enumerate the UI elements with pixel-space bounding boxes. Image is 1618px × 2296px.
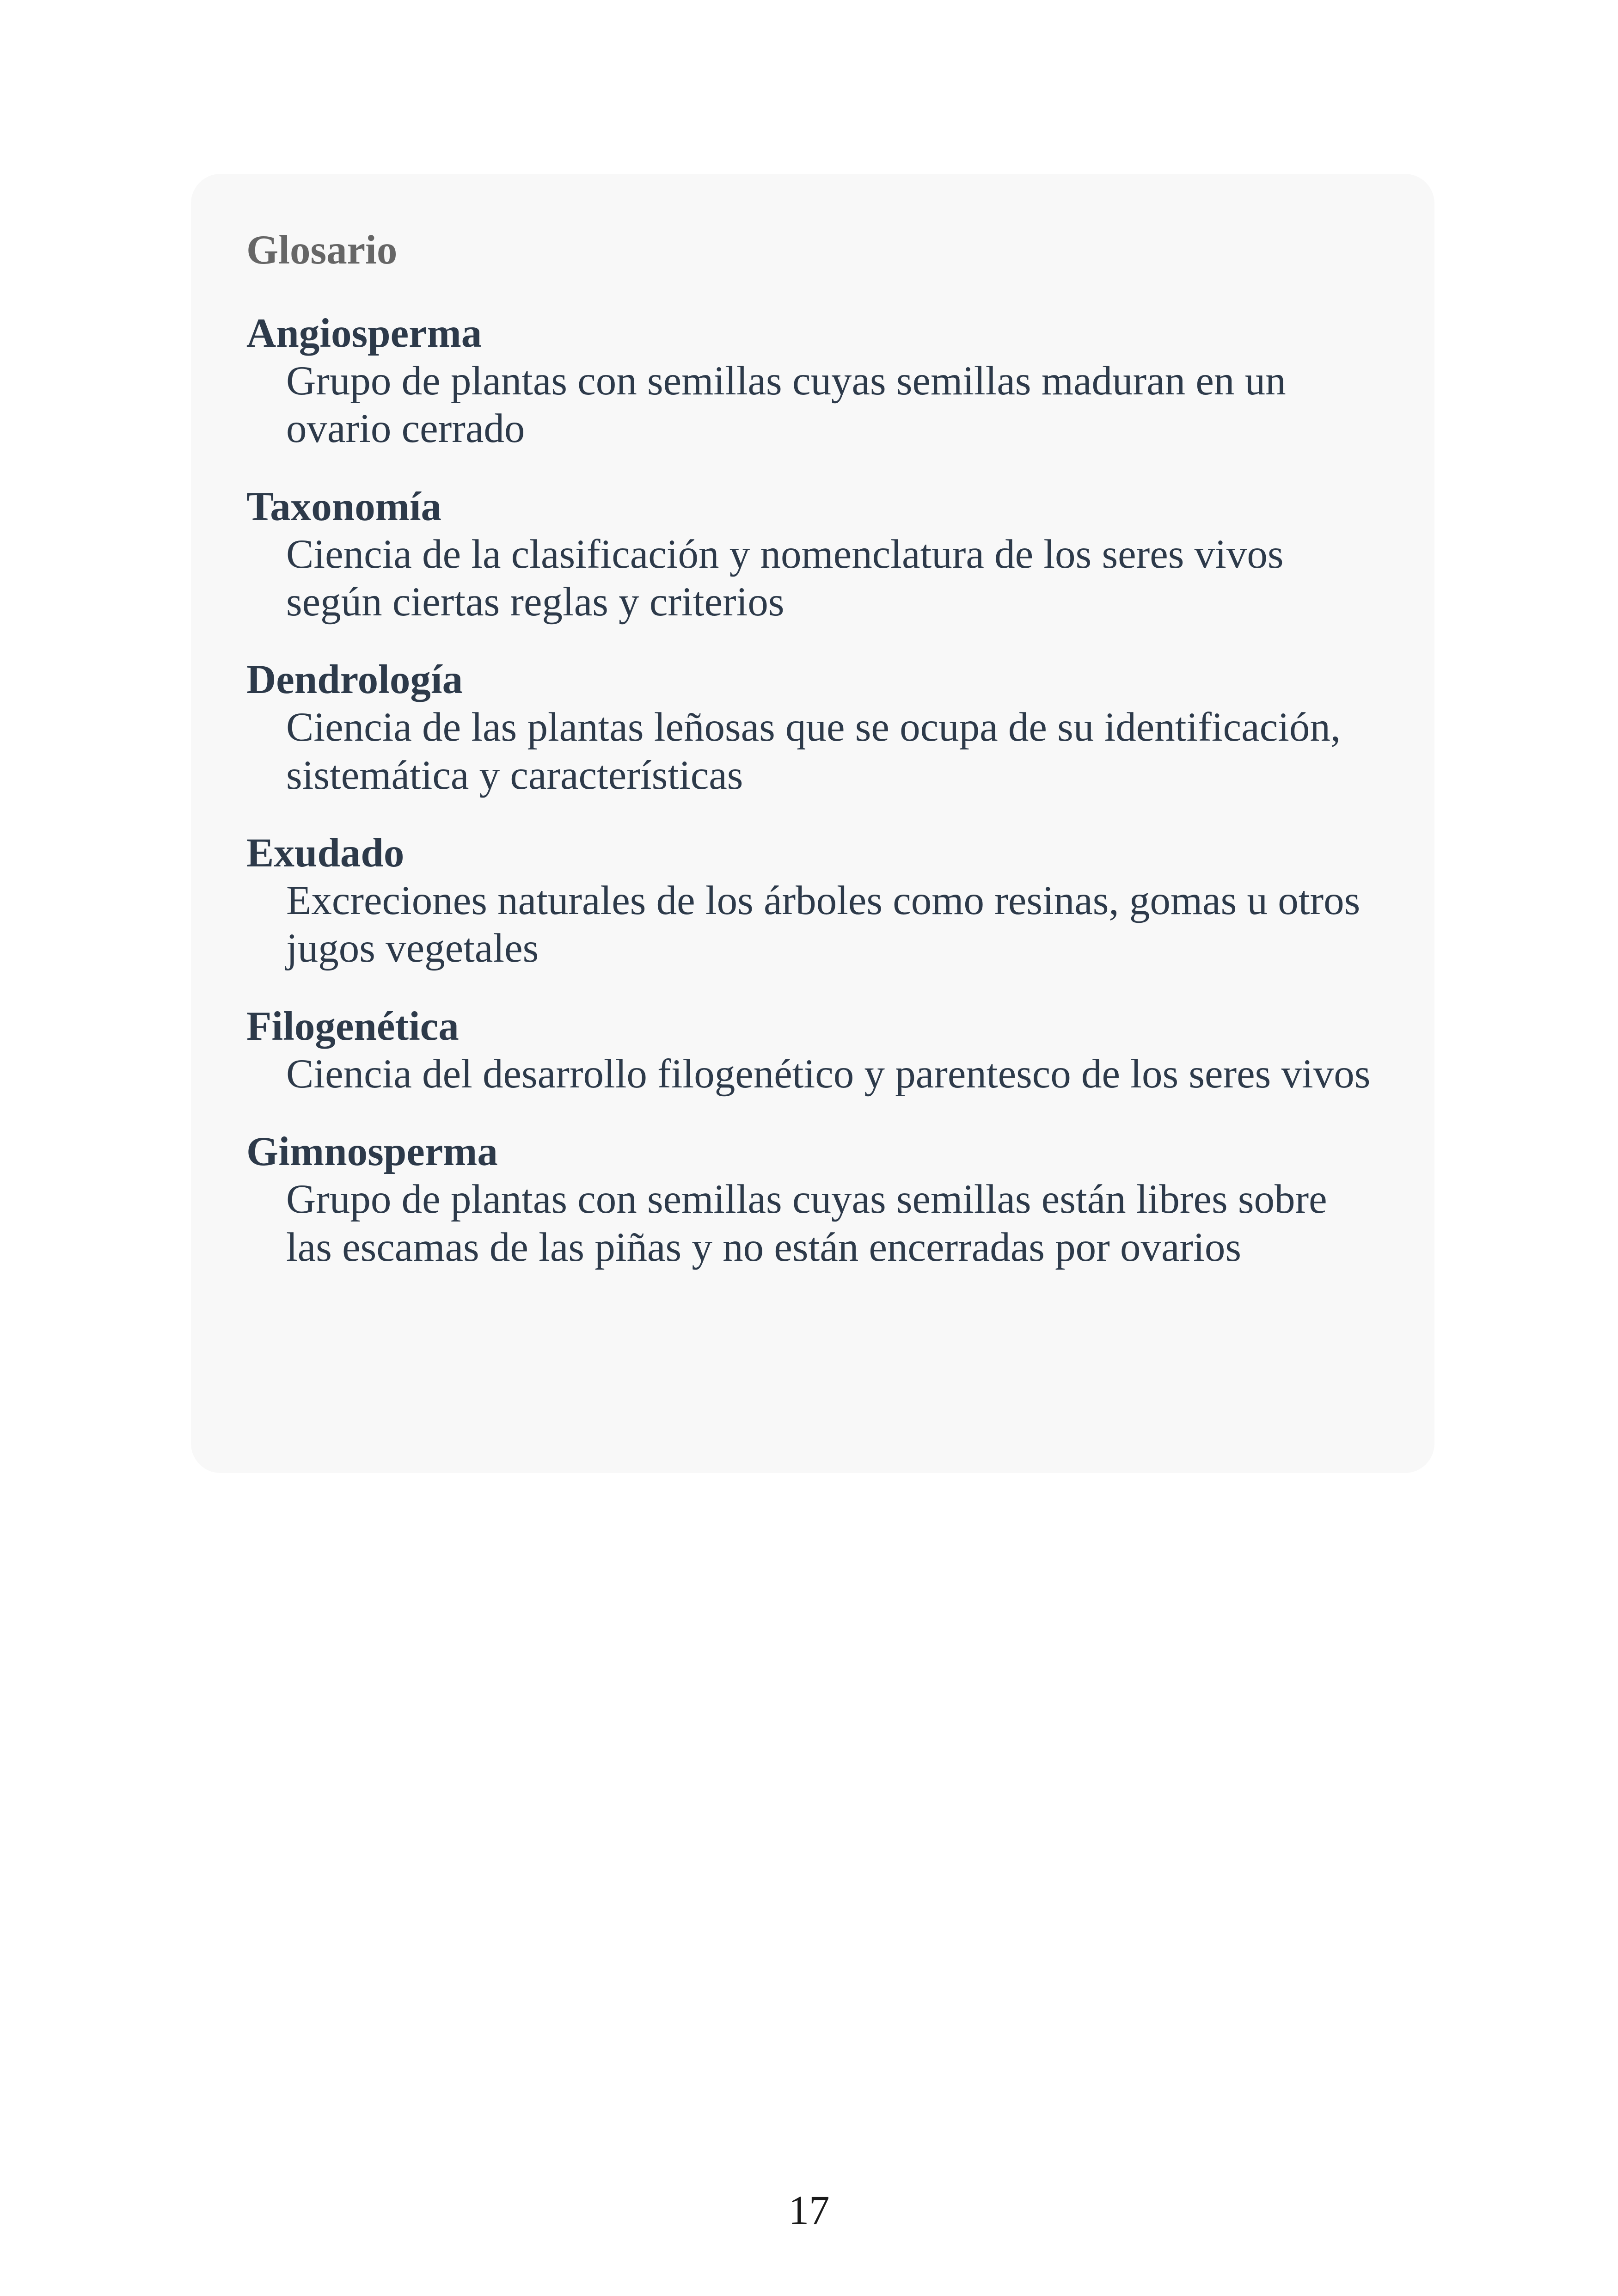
glossary-entry (246, 1128, 1379, 1271)
glossary-definition: Grupo de plantas con semillas cuyas semillas maduran en un ovario cerrado (286, 358, 1286, 452)
glossary-definition: Ciencia de las plantas leñosas que se ocupa de su identificación, sistemática y características (286, 705, 1341, 798)
glossary-definition: Ciencia del desarrollo filogenético y parentesco de los seres vivos (286, 1051, 1371, 1097)
glossary-entry (246, 1003, 1379, 1098)
glossary-entry (246, 310, 1379, 453)
glossary-definition: Ciencia de la clasificación y nomenclatura de los seres vivos según ciertas reglas y criterios (286, 531, 1284, 625)
glossary-entry (246, 656, 1379, 799)
glossary-term: Dendrología (246, 657, 463, 703)
glossary-entry (246, 483, 1379, 626)
glossary-box (191, 174, 1434, 1473)
glossary-term: Gimnosperma (246, 1129, 498, 1175)
page-number: 17 (788, 2188, 830, 2233)
glossary-term: Angiosperma (246, 310, 482, 356)
glossary-definition: Grupo de plantas con semillas cuyas semillas están libres sobre las escamas de las piñas y no están encerradas por ovarios (286, 1177, 1327, 1270)
glossary-term: Filogenética (246, 1003, 459, 1049)
glossary-title: Glosario (246, 227, 398, 273)
glossary-definition: Excreciones naturales de los árboles como resinas, gomas u otros jugos vegetales (286, 878, 1361, 971)
glossary-term: Taxonomía (246, 484, 442, 529)
glossary-term: Exudado (246, 830, 404, 876)
glossary-entry (246, 829, 1379, 973)
